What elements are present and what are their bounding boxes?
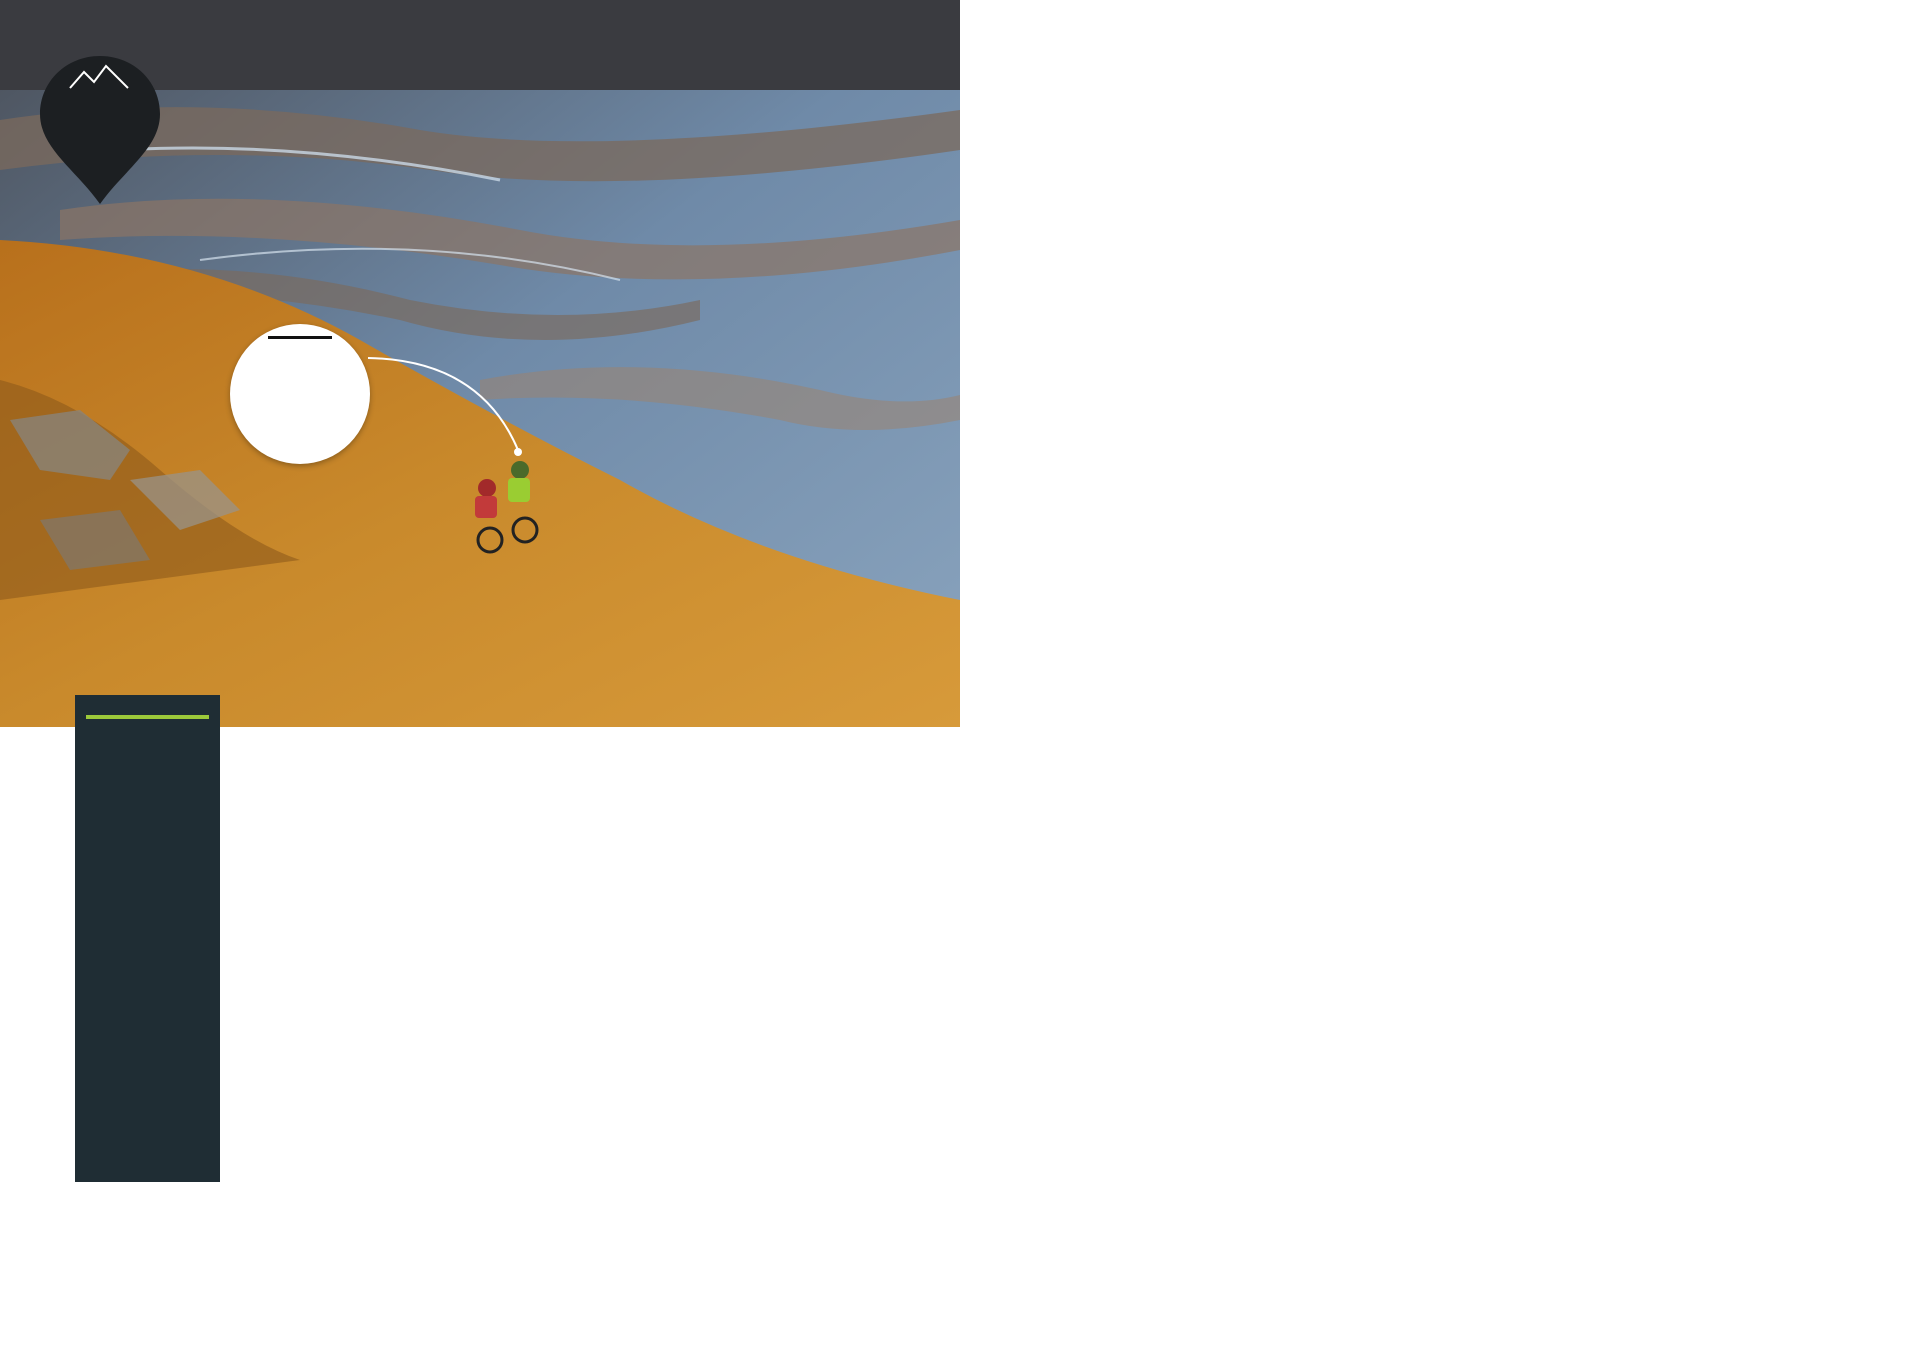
map-pin-icon	[36, 52, 164, 208]
callout-rule	[268, 336, 332, 339]
midge-squidge-callout	[230, 324, 370, 464]
best-eating-box	[75, 695, 220, 1182]
big-ride-badge	[36, 52, 164, 208]
callout-pointer-line	[360, 350, 530, 460]
best-eating-rule	[86, 715, 209, 719]
